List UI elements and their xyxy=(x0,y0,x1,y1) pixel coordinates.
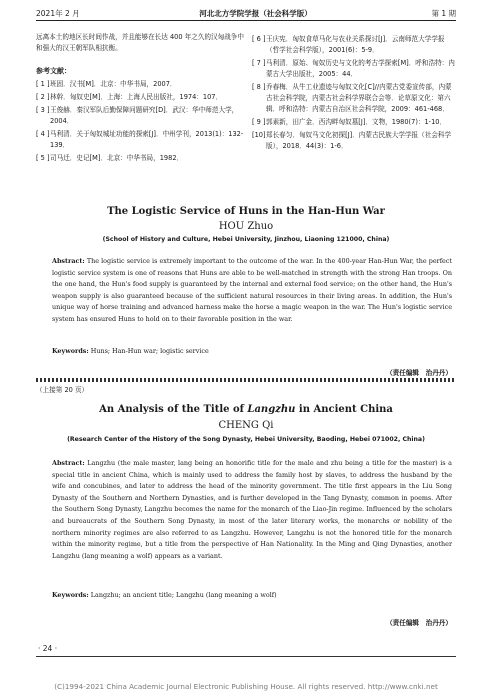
copyright-footer: (C)1994-2021 China Academic Journal Electronic Publishing House. All rights reserved. http://www.cnki.net xyxy=(54,682,438,691)
reference-item: [ 3 ] 王俊赫．秦汉军队后勤保障问题研究[D]．武汉：华中师范大学，2004． xyxy=(36,106,239,125)
reference-item: [ 8 ] 乔春梅．从牛工业遗迹与匈奴文化[C]//内蒙古党委宣传部，内蒙古社会科学院，内蒙古社会科学界联合会等．论草原文化：第六辑．呼和浩特：内蒙古自治区社会科学院，2009：461-468． xyxy=(252,83,452,113)
reference-item: [ 5 ] 司马迁．史记[M]．北京：中华书局，1982． xyxy=(36,154,184,162)
reference-item: [ 7 ] 马利清．原始、匈奴历史与文化的考古学探索[M]．呼和浩特：内蒙古大学出版社，2005：44． xyxy=(252,59,455,78)
reference-item: [ 6 ] 王庆宪．匈奴食草马化与农业关系探讨[J]．云南师范大学学报（哲学社会科学版），2001(6)：5-9． xyxy=(252,35,445,54)
body-text: 远离本土的地区长时间作战，并且能够在长达 400 年之久的汉匈战争中和强大的汉王朝军队相抗衡。 xyxy=(36,33,244,52)
article1-title: The Logistic Service of Huns in the Han-Hun War xyxy=(107,206,385,217)
header-rule xyxy=(36,20,456,21)
continued-note: （上接第 20 页） xyxy=(36,386,89,394)
page-number: · 24 · xyxy=(38,644,58,653)
reference-item: [ 1 ] 班固．汉书[M]．北京：中华书局，2007． xyxy=(36,80,177,88)
article2-editor: （责任编辑 治丹丹） xyxy=(386,619,452,627)
header-issue: 第 1 期 xyxy=(431,9,456,18)
right-column xyxy=(252,32,457,152)
header-date: 2021年 2 月 xyxy=(36,9,80,18)
keywords-text: Langzhu; an ancient title; Langzhu (lang meaning a wolf) xyxy=(88,591,277,599)
article1-abstract xyxy=(52,256,452,326)
left-column xyxy=(36,32,244,164)
article2-abstract xyxy=(52,458,452,562)
article2-title: An Analysis of the Title of Langzhu in Ancient China xyxy=(99,404,393,415)
abstract-text: Langzhu (the male master, lang being an honorific title for the male and zhu being a title for the master) is a special title in ancient China, which is mainly used to address the family host by slaves, to address the husband by the wife and concubines, and later to address the head of the minority government. The title first appears in the Liu Song Dynasty of the Southern and Northern Dynasties, and is further developed in the Tang Dynasty, common in poems. After the Southern Song Dynasty, Langzhu becomes the name for the monarch of the Liao-Jin regime. Influenced by the scholars and bureaucrats of the Southern Song Dynasty, in most of the later literary works, the monarchs or nobility of the northern minority regimes are also referred to as Langzhu. However, Langzhu is not the honored title for the monarch within the minority regime, but a title from the perspective of Han Nationality. In the Ming and Qing Dynasties, another Langzhu (lang meaning a wolf) appears as a variant. xyxy=(52,459,452,560)
section-divider xyxy=(36,378,456,382)
article2-author: CHENG Qi xyxy=(218,420,274,431)
reference-item: [10] 郑长春匀．匈奴马文化初探[J]．内蒙古民族大学学报（社会科学版），2018．44(3)：1-6． xyxy=(252,131,452,150)
article1-affiliation: (School of History and Culture, Hebei University, Jinzhou, Liaoning 121000, China) xyxy=(102,236,390,243)
reference-item: [ 2 ] 林幹．匈奴史[M]．上海：上海人民出版社，1974：107． xyxy=(36,93,223,101)
article1-author: HOU Zhuo xyxy=(218,221,274,232)
abstract-label: Abstract: xyxy=(52,257,85,265)
article2-keywords xyxy=(52,591,452,599)
running-header xyxy=(36,5,456,19)
reference-item: [ 4 ] 马利清．关于匈奴城址功能的探索[J]．中州学刊，2013(1)：132-139． xyxy=(36,130,244,149)
keywords-label: Keywords: xyxy=(52,347,89,355)
bottom-rule xyxy=(36,656,456,657)
keywords-label: Keywords: xyxy=(52,591,89,599)
article2-affiliation: (Research Center of the History of the Song Dynasty, Hebei University, Baoding, Hebei 071002, China) xyxy=(67,436,425,443)
header-journal-name: 河北北方学院学报（社会科学版） xyxy=(199,9,312,18)
abstract-text: The logistic service is extremely important to the outcome of the war. In the 400-year Han-Hun War, the perfect logistic service system is one of reasons that Huns are able to be well-matched in strength with the strong Han troops. On the one hand, the Hun's food supply is guaranteed by the internal and external food service; on the other hand, the Hun's weapon supply is also guaranteed because of the sufficient natural resources in their living areas. In addition, the Hun's unique way of horse training and advanced harness make the horse a magic weapon in the war. The Hun's logistic service system has ensured Huns to hold on to their favorable position in the war. xyxy=(52,257,452,323)
references-title: 参考文献： xyxy=(36,67,71,75)
reference-item: [ 9 ] 郭素新，田广金．西沟畔匈奴墓[J]．文物，1980(7)：1-10． xyxy=(252,118,447,126)
article1-editor: （责任编辑 治丹丹） xyxy=(386,369,452,377)
keywords-text: Huns; Han-Hun war; logistic service xyxy=(88,347,209,355)
abstract-label: Abstract: xyxy=(52,459,85,467)
article1-keywords xyxy=(52,347,452,355)
